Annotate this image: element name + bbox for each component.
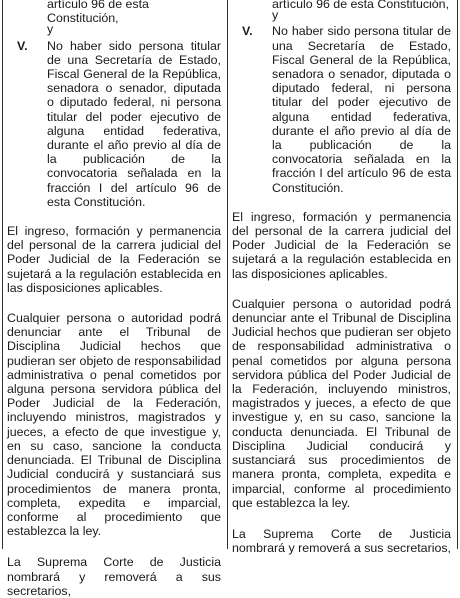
paragraph-denuncia: Cualquier persona o autoridad podrá denunciar ante el Tribunal de Disciplina Judicial hechos que pudieran ser objeto de responsabilidad administrativa o penal cometidos por alguna persona servidora pública del Poder Judicial de la Federación, incluyendo ministros, magistrados y jueces, a efecto de que investigue y, en su caso, sancione la conducta denunciada. El Tribunal de Disciplina Judicial conducirá y sustanciará sus procedimientos de manera pronta, completa, expedita e imparcial, conforme al procedimiento que establezca la ley. [7,311,221,539]
fraction-text: No haber sido persona titular de una Secretaría de Estado, Fiscal General de la República, senadora o senador, diputada o diputado federal, ni persona titular del poder ejecutivo de alguna entidad federativa, durante el año previo al día de la publicación de la convocatoria señalada en la fracción I del artículo 96 de esta Constitución. [47,38,221,209]
column-left [2,0,228,598]
column-right [228,0,458,556]
continuation-conjunction: y [47,22,54,37]
paragraph-suprema-corte: La Suprema Corte de Justicia nombrará y removerá a sus secretarios, [232,526,451,556]
paragraph-carrera-judicial: El ingreso, formación y permanencia del personal de la carrera judicial del Poder Judicial de la Federación se sujetará a la regulación establecida en las disposiciones aplicables. [232,209,451,281]
fraction-number: V. [17,38,28,53]
fraction-number: V. [242,24,253,39]
fraction-v [7,39,221,209]
paragraph-denuncia: Cualquier persona o autoridad podrá denunciar ante el Tribunal de Disciplina Judicial hechos que pudieran ser objeto de responsabilidad administrativa o penal cometidos por alguna persona servidora pública del Poder Judicial de la Federación, incluyendo ministros, magistrados y jueces, a efecto de que investigue y, en su caso, sancione la conducta denunciada. El Tribunal de Disciplina Judicial conducirá y sustanciará sus procedimientos de manera pronta, completa, expedita e imparcial, conforme al procedimiento que establezca la ley. [232,296,451,510]
fraction-text: No haber sido persona titular de una Secretaría de Estado, Fiscal General de la República, senadora o senador, diputada o diputado federal, ni persona titular del poder ejecutivo de alguna entidad federativa, durante el año previo al día de la publicación de la convocatoria señalada en la fracción I del artículo 96 de esta Constitución. [272,24,451,195]
continuation-line: artículo 96 de esta Constitución, [272,0,450,11]
paragraph-carrera-judicial: El ingreso, formación y permanencia del personal de la carrera judicial del Poder Judicial de la Federación se sujetará a la regulación establecida en las disposiciones aplicables. [7,224,221,295]
fraction-v [232,24,451,194]
paragraph-suprema-corte: La Suprema Corte de Justicia nombrará y removerá a sus secretarios, [7,555,221,598]
continuation-line: artículo 96 de esta Constitución, [47,0,149,26]
continuation-conjunction: y [272,8,279,23]
